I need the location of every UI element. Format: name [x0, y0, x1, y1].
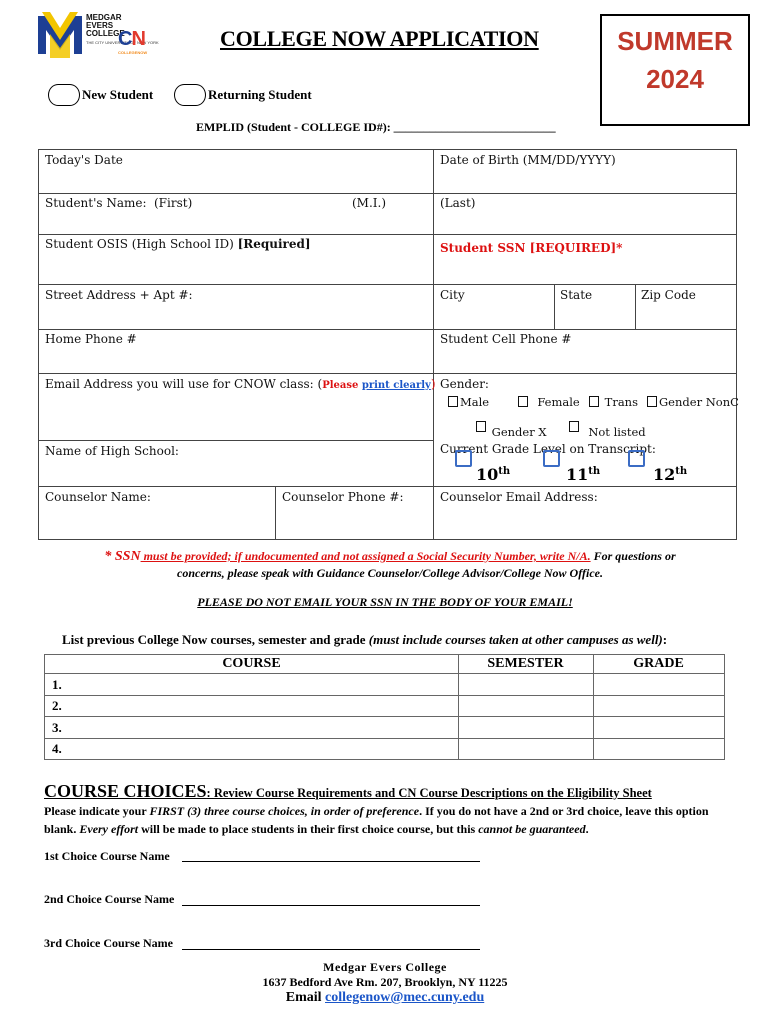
- grade-header: GRADE: [633, 656, 684, 671]
- home-phone-field[interactable]: Home Phone #: [45, 332, 137, 346]
- middle-initial-field[interactable]: (M.I.): [352, 196, 387, 210]
- gender-nonconforming-option[interactable]: [647, 395, 739, 409]
- page-title: COLLEGE NOW APPLICATION: [220, 26, 539, 51]
- table-row[interactable]: 2.: [52, 698, 62, 713]
- table-row[interactable]: 4.: [52, 741, 62, 756]
- returning-student-option[interactable]: [174, 84, 312, 106]
- gender-female-checkbox[interactable]: [518, 396, 528, 407]
- first-choice-label: 1st Choice Course Name: [44, 849, 170, 863]
- ssn-note: [60, 548, 720, 582]
- returning-student-radio[interactable]: [174, 84, 206, 106]
- third-choice-input[interactable]: [182, 949, 480, 950]
- gender-female-option[interactable]: [518, 395, 580, 409]
- previous-courses-instruction: List previous College Now courses, semester and grade (must include courses taken at other campuses as well):: [62, 632, 668, 647]
- gender-x-checkbox[interactable]: [476, 421, 486, 432]
- grade-12-label: 12th: [653, 465, 688, 484]
- footer-email-link[interactable]: collegenow@mec.cuny.edu: [325, 990, 485, 1005]
- second-choice-label: 2nd Choice Course Name: [44, 892, 175, 906]
- email-close: ): [430, 377, 436, 391]
- gender-not-listed-label: Not listed: [588, 425, 646, 439]
- grade-10-checkbox[interactable]: [455, 450, 472, 467]
- last-name-field[interactable]: (Last): [440, 196, 476, 210]
- course-choices-instructions: Please indicate your FIRST (3) three course choices, in order of preference. If you do not have a 2nd or 3rd choice, leave this option blank. Every effort will be made to place students in their first choice course, but this cannot be guaranteed.: [44, 804, 709, 836]
- ssn-field[interactable]: Student SSN [REQUIRED]*: [440, 241, 623, 255]
- student-name-label: Student's Name:: [45, 196, 147, 210]
- new-student-radio[interactable]: [48, 84, 80, 106]
- footer-email: Email collegenow@mec.cuny.edu: [285, 990, 485, 1005]
- gender-x-label: Gender X: [491, 425, 547, 439]
- state-field[interactable]: State: [560, 288, 593, 302]
- counselor-name-field[interactable]: Counselor Name:: [45, 490, 151, 504]
- grade-12-checkbox[interactable]: [628, 450, 645, 467]
- email-field[interactable]: [45, 377, 436, 391]
- zip-field[interactable]: Zip Code: [641, 288, 696, 302]
- returning-student-label: Returning Student: [208, 87, 312, 102]
- logo-line-3: COLLEGE: [86, 29, 125, 38]
- gender-not-listed-checkbox[interactable]: [569, 421, 579, 432]
- ssn-note-requirement: must be provided; if undocumented and not assigned a Social Security Number, write N/A.: [140, 549, 591, 563]
- logo-line-1: MEDGAR: [86, 13, 122, 22]
- osis-field[interactable]: [45, 237, 311, 251]
- footer: [0, 960, 770, 1006]
- first-choice-input[interactable]: [182, 861, 480, 862]
- gender-not-listed-option[interactable]: [569, 421, 646, 439]
- gender-nonconforming-label: Gender NonC: [659, 395, 739, 409]
- ssn-note-contact: concerns, please speak with Guidance Counselor/College Advisor/College Now Office.: [177, 566, 603, 580]
- high-school-field[interactable]: Name of High School:: [45, 444, 179, 458]
- street-address-field[interactable]: Street Address + Apt #:: [45, 288, 193, 302]
- third-choice-label: 3rd Choice Course Name: [44, 936, 173, 950]
- logo-mark-icon: [36, 12, 84, 58]
- ssn-note-star: * SSN: [104, 549, 141, 564]
- logo-sub-1: THE CITY UNIVERSITY OF NEW YORK: [86, 40, 159, 45]
- new-student-option[interactable]: [48, 84, 153, 106]
- email-please: Please: [322, 380, 362, 391]
- second-choice-input[interactable]: [182, 905, 480, 906]
- gender-female-label: Female: [537, 395, 580, 409]
- dob-field[interactable]: Date of Birth (MM/DD/YYYY): [440, 153, 616, 167]
- gender-x-option[interactable]: [476, 421, 547, 439]
- term-season: SUMMER: [617, 26, 733, 56]
- gender-trans-label: Trans: [604, 395, 638, 409]
- logo-sub-2: COLLEGENOW: [118, 50, 148, 55]
- osis-label: Student OSIS (High School ID): [45, 237, 238, 251]
- ssn-note-questions: For questions or: [590, 549, 676, 563]
- table-row[interactable]: 3.: [52, 720, 62, 735]
- footer-address: 1637 Bedford Ave Rm. 207, Brooklyn, NY 11225: [262, 975, 508, 989]
- grade-level-label: Current Grade Level on Transcript:: [440, 442, 656, 456]
- counselor-phone-field[interactable]: Counselor Phone #:: [282, 490, 404, 504]
- term-box: [600, 14, 750, 126]
- cell-phone-field[interactable]: Student Cell Phone #: [440, 332, 572, 346]
- gender-male-label: Male: [460, 395, 490, 409]
- term-year: 2024: [646, 64, 704, 94]
- new-student-label: New Student: [82, 87, 154, 102]
- emplid-field[interactable]: EMPLID (Student - COLLEGE ID#): ___________________________: [196, 120, 556, 134]
- gender-nonconforming-checkbox[interactable]: [647, 396, 657, 407]
- gender-label: Gender:: [440, 377, 489, 391]
- course-choices-heading: COURSE CHOICES: Review Course Requirements and CN Course Descriptions on the Eligibility Sheet: [44, 781, 652, 801]
- college-logo: [36, 12, 160, 58]
- email-label: Email Address you will use for CNOW class: (: [45, 377, 323, 391]
- table-row[interactable]: 1.: [52, 677, 62, 692]
- gender-male-option[interactable]: [448, 395, 489, 409]
- grade-11-label: 11th: [566, 465, 601, 484]
- counselor-email-field[interactable]: Counselor Email Address:: [440, 490, 598, 504]
- course-header: COURSE: [222, 656, 281, 671]
- gender-trans-option[interactable]: [589, 395, 638, 409]
- gender-male-checkbox[interactable]: [448, 396, 458, 407]
- grade-11-checkbox[interactable]: [543, 450, 560, 467]
- city-field[interactable]: City: [440, 288, 465, 302]
- first-name-field[interactable]: (First): [154, 196, 193, 210]
- footer-college: Medgar Evers College: [323, 960, 447, 974]
- email-print-clearly: print clearly: [361, 380, 431, 391]
- logo-cn: CN: [118, 28, 145, 50]
- grade-10-label: 10th: [476, 465, 511, 484]
- todays-date-field[interactable]: Today's Date: [45, 153, 123, 167]
- gender-trans-checkbox[interactable]: [589, 396, 599, 407]
- logo-line-2: EVERS: [86, 21, 114, 30]
- osis-required: [Required]: [237, 237, 311, 251]
- no-email-warning: PLEASE DO NOT EMAIL YOUR SSN IN THE BODY OF YOUR EMAIL!: [197, 595, 573, 609]
- semester-header: SEMESTER: [487, 656, 564, 671]
